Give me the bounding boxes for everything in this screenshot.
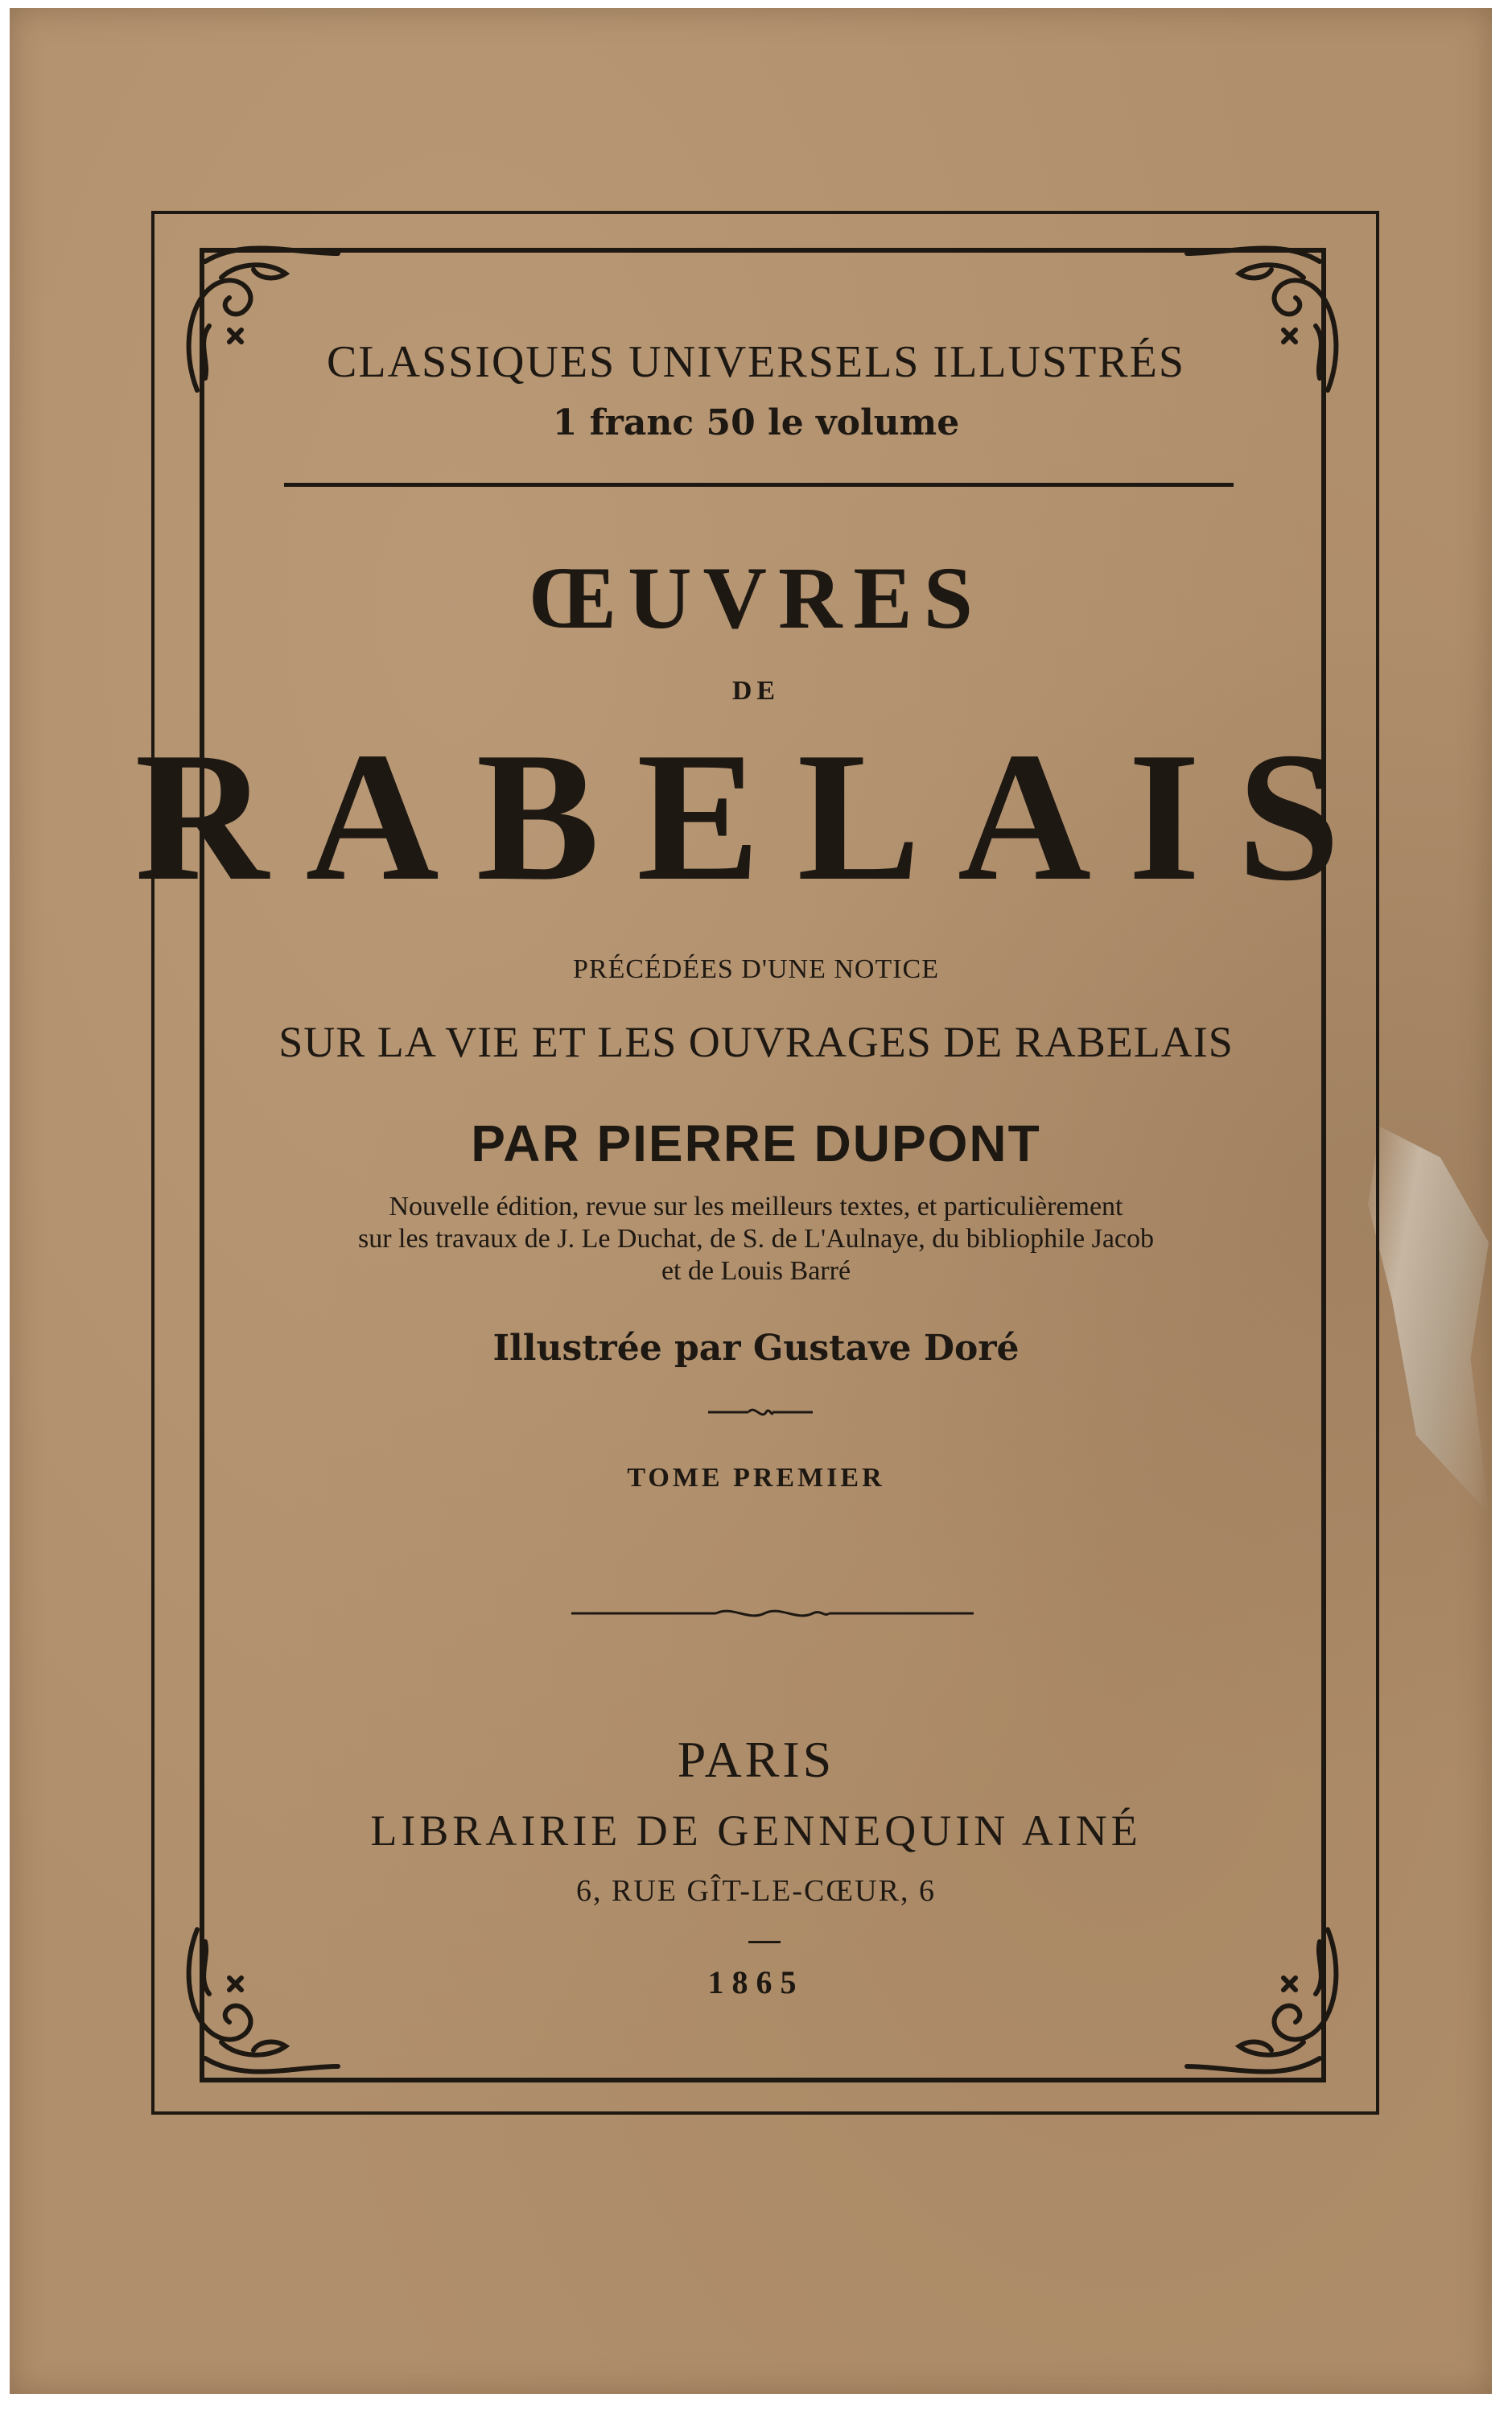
address-line: 6, RUE GÎT-LE-CŒUR, 6 [576,1874,936,1908]
year-line: 1865 [707,1964,805,2000]
title-rabelais: RABELAIS [134,714,1378,919]
edition-line-2: sur les travaux de J. Le Duchat, de S. de L'Aulnaye, du bibliophile Jacob [357,1224,1155,1254]
edition-line-1: Nouvelle édition, revue sur les meilleurs textes, et particulièrement [389,1192,1123,1221]
series-title: CLASSIQUES UNIVERSELS ILLUSTRÉS [327,337,1185,387]
volume-line: TOME PREMIER [627,1463,885,1493]
edition-note [0,1191,1512,1287]
city-line: PARIS [677,1731,835,1788]
publisher-line: LIBRAIRIE DE GENNEQUIN AINÉ [370,1806,1142,1855]
header-rule [284,483,1234,487]
title-de: DE [731,676,781,706]
subject-line: SUR LA VIE ET LES OUVRAGES DE RABELAIS [278,1018,1234,1066]
author-line: PAR PIERRE DUPONT [471,1114,1041,1172]
edition-line-3: et de Louis Barré [661,1256,851,1286]
corner-ornament-bottom-right [1183,1922,1352,2091]
title-oeuvres: ŒUVRES [528,549,984,647]
preceded-line: PRÉCÉDÉES D'UNE NOTICE [572,954,939,984]
illustrator-line: Illustrée par Gustave Doré [492,1328,1020,1369]
price-line: 1 franc 50 le volume [552,402,960,443]
long-flourish [571,1601,974,1625]
separator-dash [748,1941,781,1943]
corner-ornament-bottom-left [173,1922,342,2091]
small-flourish [708,1400,813,1424]
